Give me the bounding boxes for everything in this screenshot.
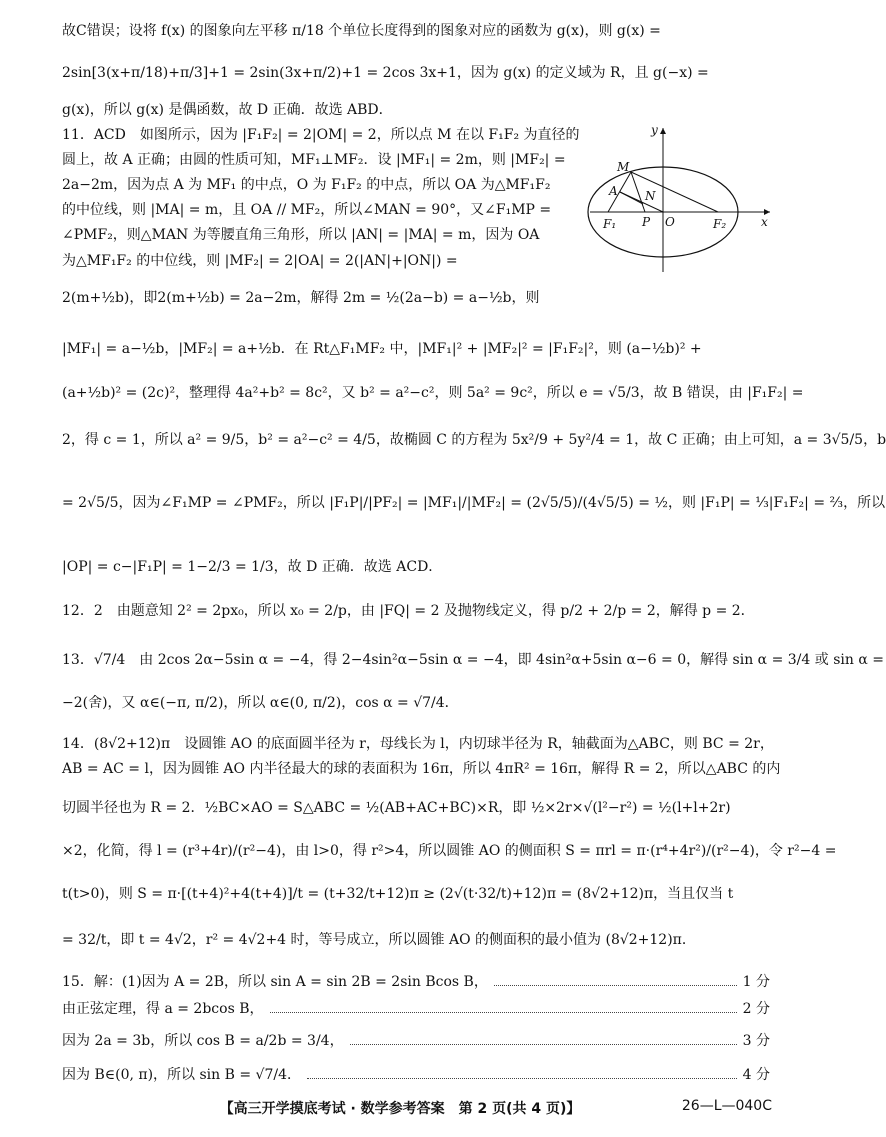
label-F1: F₁ bbox=[603, 217, 617, 231]
q11-line: 的中位线，则 |MA| = m，且 OA // MF₂，所以∠MAN = 90°，又∠F₁MP = bbox=[62, 202, 552, 218]
leader-dots bbox=[494, 985, 737, 986]
q15-step-text: 由正弦定理，得 a = 2bcos B， bbox=[62, 1001, 264, 1017]
label-A: A bbox=[609, 184, 618, 198]
q14-line: 切圆半径也为 R = 2．½BC×AO = S△ABC = ½(AB+AC+BC)×R，即 ½×2r×√(l²−r²) = ½(l+l+2r) bbox=[62, 800, 731, 816]
q15-step bbox=[62, 1032, 770, 1050]
q15-score: 3 分 bbox=[742, 1033, 770, 1049]
q14-line: t(t>0)，则 S = π·[(t+4)²+4(t+4)]/t = (t+32/t+12)π ≥ (2√(t·32/t)+12)π = (8√2+12)π，当且仅当 t bbox=[62, 886, 734, 902]
text-line: g(x)，所以 g(x) 是偶函数，故 D 正确．故选 ABD． bbox=[62, 102, 393, 118]
q15-step bbox=[62, 973, 770, 991]
ellipse-diagram bbox=[585, 122, 775, 274]
q15-score: 1 分 bbox=[742, 974, 770, 990]
q15-step-text: 15．解：(1)因为 A = 2B，所以 sin A = sin 2B = 2sin Bcos B， bbox=[62, 974, 488, 990]
leader-dots bbox=[307, 1078, 737, 1079]
q14-line: ×2，化简，得 l = (r³+4r)/(r²−4)，由 l>0，得 r²>4，所以圆锥 AO 的侧面积 S = πrl = π·(r⁴+4r²)/(r²−4)，令 r²−4 = bbox=[62, 843, 837, 859]
q15-step-text: 因为 B∈(0, π)，所以 sin B = √7/4． bbox=[62, 1067, 301, 1083]
label-x-axis: x bbox=[761, 215, 768, 229]
q11-line: 圆上，故 A 正确；由圆的性质可知，MF₁⊥MF₂．设 |MF₁| = 2m，则 |MF₂| = bbox=[62, 152, 566, 168]
q11-line: 2(m+½b)，即2(m+½b) = 2a−2m，解得 2m = ½(2a−b) = a−½b，则 bbox=[62, 290, 540, 306]
text-line: 2sin[3(x+π/18)+π/3]+1 = 2sin(3x+π/2)+1 = 2cos 3x+1，因为 g(x) 的定义域为 R，且 g(−x) = bbox=[62, 65, 709, 81]
q11-line: 为△MF₁F₂ 的中位线，则 |MF₂| = 2|OA| = 2(|AN|+|ON|) = bbox=[62, 253, 458, 269]
q14-line: = 32/t，即 t = 4√2，r² = 4√2+4 时，等号成立，所以圆锥 AO 的侧面积的最小值为 (8√2+12)π． bbox=[62, 932, 696, 948]
q12-line: 12．2 由题意知 2² = 2px₀，所以 x₀ = 2/p，由 |FQ| = 2 及抛物线定义，得 p/2 + 2/p = 2，解得 p = 2． bbox=[62, 603, 755, 619]
label-N: N bbox=[645, 189, 656, 203]
q11-line: |OP| = c−|F₁P| = 1−2/3 = 1/3，故 D 正确．故选 ACD． bbox=[62, 559, 443, 575]
leader-dots bbox=[270, 1012, 737, 1013]
q11-line: ∠PMF₂，则△MAN 为等腰直角三角形，所以 |AN| = |MA| = m，因为 OA bbox=[62, 227, 540, 243]
q15-step bbox=[62, 1000, 770, 1018]
leader-dots bbox=[350, 1044, 737, 1045]
label-F2: F₂ bbox=[713, 217, 727, 231]
document-code: 26—L—040C bbox=[681, 1098, 772, 1114]
label-O: O bbox=[665, 215, 675, 229]
q15-step bbox=[62, 1066, 770, 1084]
label-M: M bbox=[617, 160, 630, 174]
page-footer: 【高三开学摸底考试 · 数学参考答案 第 2 页(共 4 页)】 bbox=[219, 1101, 581, 1117]
q15-score: 2 分 bbox=[742, 1001, 770, 1017]
q11-line: (a+½b)² = (2c)²，整理得 4a²+b² = 8c²，又 b² = a²−c²，则 5a² = 9c²，所以 e = √5/3，故 B 错误，由 |F₁F₂| = bbox=[62, 385, 804, 401]
label-y-axis: y bbox=[651, 123, 658, 137]
q11-line: 11．ACD 如图所示，因为 |F₁F₂| = 2|OM| = 2，所以点 M 在以 F₁F₂ 为直径的 bbox=[62, 127, 580, 143]
q11-line: 2a−2m，因为点 A 为 MF₁ 的中点，O 为 F₁F₂ 的中点，所以 OA 为△MF₁F₂ bbox=[62, 177, 551, 193]
q13-line: 13．√7/4 由 2cos 2α−5sin α = −4，得 2−4sin²α−5sin α = −4，即 4sin²α+5sin α−6 = 0，解得 sin α = 3/4 或 sin α = bbox=[62, 652, 884, 668]
q14-line: AB = AC = l，因为圆锥 AO 内半径最大的球的表面积为 16π，所以 4πR² = 16π，解得 R = 2，所以△ABC 的内 bbox=[62, 761, 781, 777]
q11-line: = 2√5/5，因为∠F₁MP = ∠PMF₂，所以 |F₁P|/|PF₂| = |MF₁|/|MF₂| = (2√5/5)/(4√5/5) = ½，则 |F₁P| = ⅓|F₁F₂| = ⅔，所以 bbox=[62, 495, 886, 511]
q11-line: 2，得 c = 1，所以 a² = 9/5，b² = a²−c² = 4/5，故椭圆 C 的方程为 5x²/9 + 5y²/4 = 1，故 C 正确；由上可知，a = 3√5/5，b bbox=[62, 432, 886, 448]
q14-line: 14．(8√2+12)π 设圆锥 AO 的底面圆半径为 r，母线长为 l，内切球半径为 R，轴截面为△ABC，则 BC = 2r， bbox=[62, 736, 774, 752]
label-P: P bbox=[642, 215, 651, 229]
q15-score: 4 分 bbox=[742, 1067, 770, 1083]
q11-line: |MF₁| = a−½b，|MF₂| = a+½b．在 Rt△F₁MF₂ 中，|MF₁|² + |MF₂|² = |F₁F₂|²，则 (a−½b)² + bbox=[62, 341, 702, 357]
q13-line: −2(舍)，又 α∈(−π, π/2)，所以 α∈(0, π/2)，cos α = √7/4． bbox=[62, 695, 459, 711]
text-line: 故C错误；设将 f(x) 的图象向左平移 π/18 个单位长度得到的图象对应的函数为 g(x)，则 g(x) = bbox=[62, 23, 661, 39]
q15-step-text: 因为 2a = 3b，所以 cos B = a/2b = 3/4， bbox=[62, 1033, 344, 1049]
